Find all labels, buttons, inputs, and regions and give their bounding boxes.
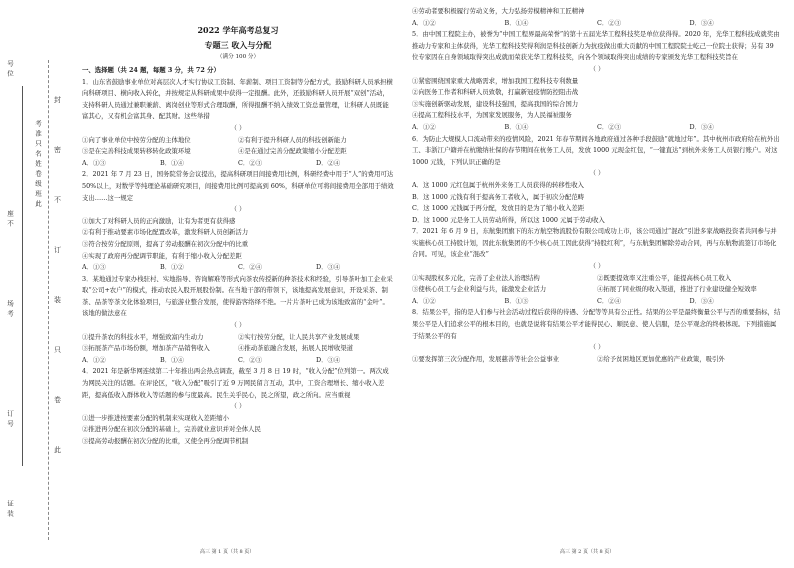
statement-option: ③拓展茶产品市场份额，增加茶产品销售收入 [82, 344, 210, 353]
seal-char: 卷 [54, 396, 61, 404]
margin-label: 不 [6, 220, 14, 227]
answer-choice: C．这 1000 元钱属于再分配，发放目的是为了缩小收入差距 [412, 204, 585, 213]
answer-bracket: （ ） [589, 343, 605, 352]
question-2 [82, 169, 394, 273]
question-4 [82, 366, 394, 447]
question-stem: 6．为防止大规模人口流动带来的疫情风险，2021 年春节期间各地政府通过各种手段鼓励“就地过年”。其中杭州市政府给在杭外出工、非浙江户籍并在杭缴纳社保的春节期间在杭务工人员，发放 1000 元现金红包，“一键直达”到杭外来务工人员银行账户。对这 1000 元钱，下列认识正确的是 [412, 134, 780, 166]
question-stem: 4．2021 年是新华网连续第二十年推出两会热点调查，截至 3 月 8 日 19 时，“收入分配”位列第一。两次成为网民关注的话题。在评论区，“收入分配”吸引了近 9 万网民留言互动，其中，工资合理增长、缩小收入差距，提高低收入群体收入等话题的参与度最高。民生关乎民心，民之所望，政之所向。应当重视 [82, 367, 389, 399]
statement-option: ①向了事业单位中按劳分配的主体地位 [82, 135, 191, 144]
statement-option: ①实现股权多元化，完善了企业法人治理结构 [412, 273, 540, 282]
question-8 [412, 307, 782, 365]
seal-char: 装 [54, 296, 61, 304]
answer-choice: D．③④ [316, 355, 341, 364]
answer-choice: C．②③ [238, 158, 263, 167]
binding-line [22, 86, 23, 466]
question-3 [82, 274, 394, 367]
statement-option: ④劳动者要积极履行劳动义务，大力弘扬劳模精神和工匠精神 [412, 7, 585, 15]
margin-label: 卷 [34, 170, 42, 177]
margin-label: 座 [6, 210, 14, 217]
answer-bracket: （ ） [230, 321, 246, 330]
statement-option: ②推进再分配在初次分配的基础上，完善就业意识并对全体人民 [82, 425, 261, 434]
answer-choice: B．①④ [504, 122, 529, 131]
seal-char: 只 [54, 346, 61, 354]
margin-label: 位 [6, 70, 14, 77]
statement-option: ③实施创新驱动发展，建设科技强国，提高我国的综合国力 [412, 99, 579, 108]
question-6 [412, 134, 782, 227]
margin-label: 证 [6, 500, 14, 507]
statement-option: ②实行按劳分配，让人民共享产业发展成果 [238, 332, 360, 341]
right-column [412, 0, 782, 568]
answer-bracket: （ ） [230, 205, 246, 214]
margin-label: 考 [6, 310, 14, 317]
statement-option: ④拓展了同业级的收入渠道，推进了行业建设健全短效率 [597, 285, 757, 294]
statement-option: ②有利于提升科研人员的科技创新能力 [238, 135, 347, 144]
margin-label: 准 [34, 130, 42, 137]
answer-choice: A．①② [412, 296, 436, 305]
seal-char: 封 [54, 96, 61, 104]
answer-choice: A．①③ [82, 263, 106, 272]
margin-label: 只 [34, 140, 42, 147]
margin-label: 号 [6, 420, 14, 427]
margin-label: 号 [6, 60, 14, 67]
answer-choice: D．③④ [689, 296, 714, 305]
answer-choice: D．③④ [316, 263, 341, 272]
answer-bracket: （ ） [230, 402, 246, 411]
answer-choice: B．①④ [504, 18, 529, 27]
seal-char: 此 [54, 446, 61, 454]
margin-label: 场 [6, 300, 14, 307]
question-stem: 2．2021 年 7 月 23 日，国务院常务会议提出，提高科研项目间接费用比例，科研经费中用于“人”的费用可达 50%以上，对数学等纯理论基础研究项目，间接费用比例可提高到 60%，科研单位可将间接费用全部用于绩效支出……这一规定 [82, 170, 394, 202]
exam-title: 2022 学年高考总复习 [197, 25, 279, 35]
statement-option: ①要发挥第三次分配作用，发展慈善等社会公益事业 [412, 354, 559, 363]
answer-choice: A．①③ [82, 158, 106, 167]
seal-char: 订 [54, 246, 61, 254]
statement-option: ③符合按劳分配原则，提高了劳动报酬在初次分配中的比重 [82, 239, 249, 248]
margin-label: 名 [34, 150, 42, 157]
answer-choice: A．①② [82, 355, 106, 364]
answer-bracket: （ ） [589, 262, 605, 271]
statement-option: ④实现了政府再分配调节职能，有利于缩小收入分配差距 [82, 251, 242, 260]
left-column [82, 0, 394, 562]
answer-bracket: （ ） [589, 64, 605, 73]
statement-option: ①进一步推进按要素分配的机制来实现收入差距缩小 [82, 413, 229, 422]
margin-label: 级 [34, 180, 42, 187]
statement-option: ③是在完善科技成果转移转化政策环境 [82, 147, 191, 156]
answer-choice: B．①④ [160, 158, 184, 167]
question-5 [412, 29, 782, 133]
answer-choice: D．③④ [689, 122, 714, 131]
binding-margin [0, 0, 62, 562]
margin-label: 装 [6, 510, 14, 517]
answer-choice: B．①③ [504, 296, 529, 305]
seal-char: 不 [54, 196, 61, 204]
question-stem: 1．山东省鼓励事业单位对高层次人才实行协议工资制、年薪制、项目工资制等分配方式，鼓励科研人员承担横向科研项目、横向收入转化，并按规定从科研成果中获得一定报酬。此外，还鼓励科研人员开展“双创”活动，支持科研人员通过兼职兼薪、离岗创业等形式合理取酬，所得报酬不纳入绩效工资总量管理，让科研人员既能富其心，又有机会富其身、配其财。这些举措 [82, 77, 393, 121]
answer-choice: A．①② [412, 122, 436, 131]
answer-choice: B．①② [160, 263, 184, 272]
statement-option: ①紧密围绕国家重大战略需求，增加我国工程科技专利数量 [412, 76, 579, 85]
seal-char: 密 [54, 146, 61, 154]
section-heading: 一、选择题（共 24 题，每题 3 分，共 72 分） [82, 66, 220, 74]
answer-bracket: （ ） [589, 169, 605, 178]
question-4-continued [412, 6, 782, 29]
statement-option: ③使核心员工与企业利益与共，能激发企业活力 [412, 285, 547, 294]
answer-choice: D．②④ [316, 158, 341, 167]
answer-bracket: （ ） [230, 123, 246, 132]
answer-choice: A．这 1000 元红包属于杭州外来务工人员获得的转移性收入 [412, 180, 584, 189]
margin-label: 班 [34, 190, 42, 197]
page-footer-left: 高三 第 1 页（共 8 页） [200, 549, 255, 555]
answer-choice: D．这 1000 元是务工人员劳动所得，所以这 1000 元属于劳动收入 [412, 215, 605, 224]
seal-dashed-line [48, 60, 49, 540]
answer-choice: B．这 1000 元钱有利于提高务工者收入，属于初次分配范畴 [412, 192, 585, 201]
statement-option: ④推动茶旅融合发展，拓展人民增收渠道 [238, 344, 354, 353]
margin-label: 考 [34, 120, 42, 127]
exam-subtitle: 专题三 收入与分配 [204, 40, 272, 50]
margin-label: 此 [34, 200, 42, 207]
answer-choice: C．②④ [238, 263, 263, 272]
answer-choice: B．①④ [160, 355, 184, 364]
margin-label: 姓 [34, 160, 42, 167]
statement-option: ④是在通过完善分配政策缩小分配差距 [238, 147, 347, 156]
answer-choice: D．③④ [689, 18, 714, 27]
question-stem: 5．由中国工程院主办，被誉为“中国工程界最高荣誉”的第十五届光华工程科技奖是单位获得得。2020 年，光华工程科技成就奖由推动力专家和主体获得，光华工程科技奖得利润是科技创新力为抗疫做出重大贡献的中国工程院院士屹己一位院士获得；另有 39 位专家因在自身领域取得突出成就而荣获光华工程科技奖，向各个领域取得突出成绩的专家颁发光华工程科技奖旨在 [412, 30, 780, 62]
margin-label: 订 [6, 410, 14, 417]
statement-option: ④提高工程科技水平，为国家发展服务，为人民福祉服务 [412, 111, 572, 120]
statement-option: ②向医务工作者和科研人员致敬，打赢新冠疫情防控阻击战 [412, 88, 579, 97]
answer-choice: C．②④ [597, 296, 622, 305]
statement-option: ②给予贫困地区更加优惠的产业政策，吸引外 [597, 354, 725, 363]
answer-choice: A．①② [412, 18, 436, 27]
question-stem: 3．某地通过专家办栈驻村、实地指导、咨询解难等形式向茶农传授新的种茶技术和经验，引导茶叶加工企业采取“公司+农户”的模式，推动农民入股开展股份制。在当地干部的带领下，该地提高发展意识，开设采茶、制茶、品茶等茶文化体验项目，与旅游业整合发展，使得游客络绎不绝。一片片茶叶已成为该地致富的“金叶”。该地的做法意在 [82, 274, 393, 318]
question-7 [412, 226, 782, 307]
statement-option: ①加大了对科研人员的正向激励，让有为者更有获得感 [82, 216, 236, 225]
question-stem: 8．结果公平，指的是人们参与社会活动过程后获得的待遇、分配等等具有公正性。结果的公平是最终衡量公平与否的重要指标，结果公平是人们追求公平的根本目的，也就是说将有结果公平才能得民心、顺民意、使人信服，是公平观念的终极体现。下列措施属于结果公平的有 [412, 308, 781, 340]
question-1 [82, 77, 394, 170]
statement-option: ②既要提效率又注重公平，能提高核心员工收入 [597, 273, 732, 282]
question-stem: 7．2021 年 6 月 9 日，东航集团旗下的东方航空物流股份有限公司成功上市，该公司通过“混改”引进多家战略投资者共同参与并实施核心员工持股计划，因此东航集团的不少核心员工因此获得“持股红利”，与东航集团解除劳动合同，再与东航物流签订市场化合同。可见，该企业“混改” [412, 227, 777, 259]
statement-option: ①提升茶农的科技水平，增强致富内生动力 [82, 332, 204, 341]
answer-choice: C．②③ [238, 355, 263, 364]
answer-choice: C．②③ [597, 18, 622, 27]
full-score: （满分 100 分） [216, 54, 260, 60]
statement-option: ②有利于推动要素市场化配置改革，激发科研人员创新活力 [82, 228, 249, 237]
statement-option: ③提高劳动报酬在初次分配的比重，又使全再分配调节机制 [82, 437, 249, 445]
answer-choice: C．②③ [597, 122, 622, 131]
page-footer-right: 高三 第 2 页（共 8 页） [560, 549, 615, 555]
